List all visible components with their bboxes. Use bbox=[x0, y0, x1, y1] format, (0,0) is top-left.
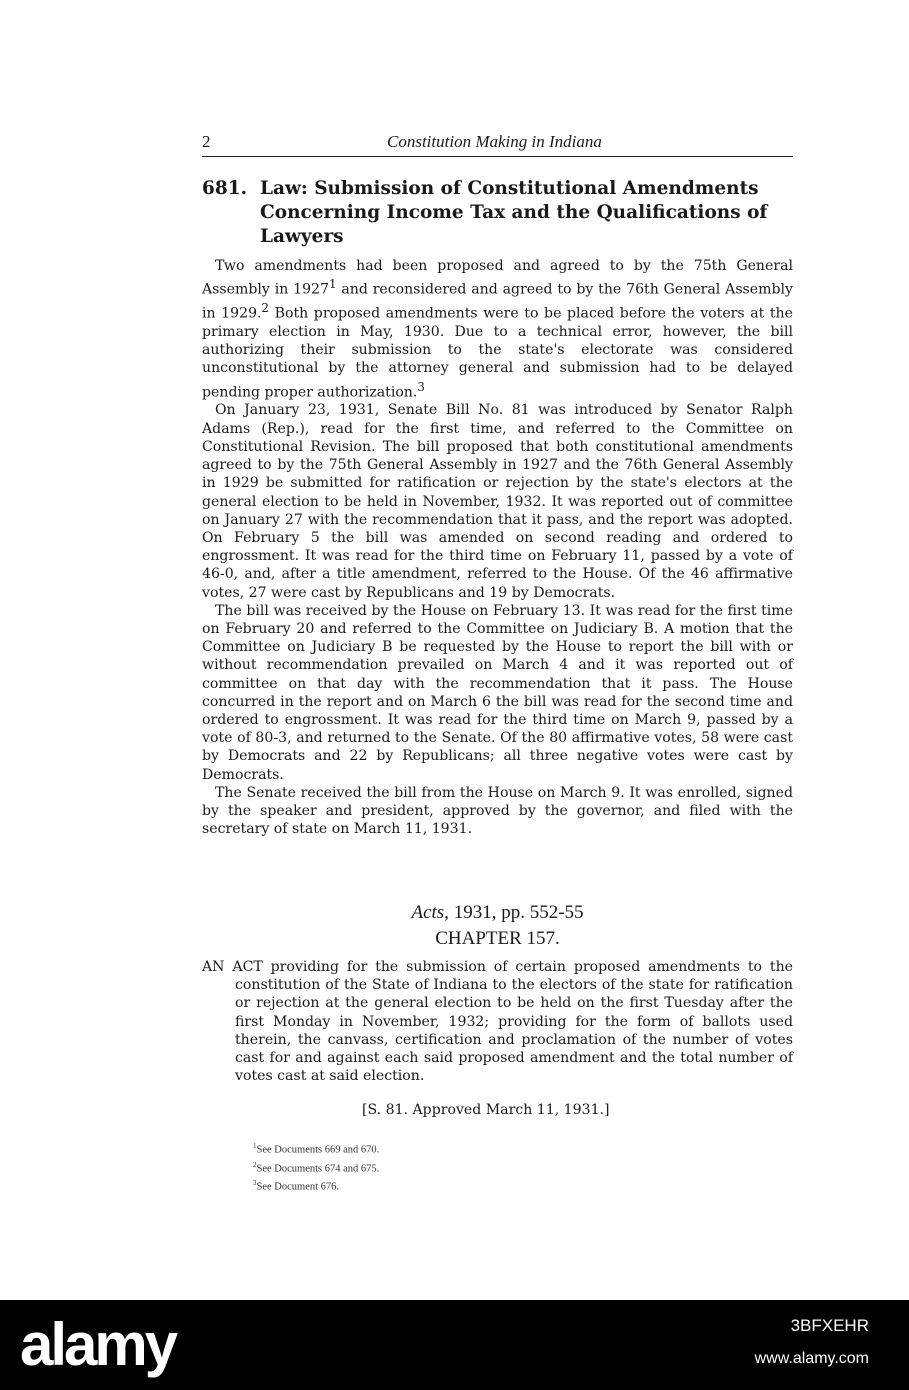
footnote-3-mark: 3 bbox=[253, 1179, 257, 1187]
footnote-1-mark: 1 bbox=[253, 1142, 257, 1150]
chapter-title: CHAPTER 157. bbox=[435, 928, 560, 949]
approval-line: [S. 81. Approved March 11, 1931.] bbox=[362, 1102, 610, 1118]
paragraph-3: The bill was received by the House on February 13. It was read for the first time on February 20 and referred to the Committee on Judiciary B. A motion that the Committee on Judiciary B be requested by the House to report the bill with or without recommendation prevailed on March 4 and it was reported out of committee on that day with the recommendation that it pass. The House concurred in the report and on March 6 the bill was read for the second time and ordered to engrossment. It was read for the third time on March 9, passed by a vote of 80-3, and returned to the Senate. Of the 80 affirmative votes, 58 were cast by Democrats and 22 by Republicans; all three negative votes were cast by Democrats. bbox=[202, 602, 793, 783]
paragraph-1-part-b: and reconsidered and agreed to by the 76th General Assembly in 1929. bbox=[202, 281, 793, 322]
stock-banner bbox=[0, 1300, 909, 1390]
paragraph-2: On January 23, 1931, Senate Bill No. 81 was introduced by Senator Ralph Adams (Rep.), read for the first time, and referred to the Committee on Constitutional Revision. The bill proposed that both constitutional amendments agreed to by the 75th General Assembly in 1927 and the 76th General Assembly in 1929 be submitted for ratification or rejection by the state's electors at the general election to be held in November, 1932. It was reported out of committee on January 27 with the recommendation that it pass, and the report was adopted. On February 5 the bill was amended on second reading and ordered to engrossment. It was read for the third time on February 11, passed by a vote of 46-0, and, after a title amendment, referred to the House. Of the 46 affirmative votes, 27 were cast by Republicans and 19 by Democrats. bbox=[202, 402, 793, 601]
paragraph-1 bbox=[202, 257, 793, 401]
act-description-text: AN ACT providing for the submission of certain proposed amendments to the constitution of the State of Indiana to the electors of the state for ratification or rejection at the general election to be held on the first Tuesday after the first Monday in November, 1932; providing for the form of ballots used therein, the canvass, certification and proclamation of the number of votes cast for and against each said proposed amendment and the total number of votes cast at said election. bbox=[202, 959, 793, 1085]
footnote-ref-3: 3 bbox=[417, 379, 425, 394]
footnotes bbox=[253, 1139, 379, 1195]
acts-title: Acts, bbox=[411, 902, 449, 923]
footnote-ref-2: 2 bbox=[261, 301, 270, 316]
section-title: Law: Submission of Constitutional Amendments Concerning Income Tax and the Qualifications of Lawyers bbox=[260, 178, 768, 247]
footnote-2-text: See Documents 674 and 675. bbox=[256, 1163, 380, 1174]
footnote-ref-1: 1 bbox=[329, 277, 337, 292]
acts-pages: 1931, pp. 552-55 bbox=[448, 902, 584, 923]
section-number: 681. bbox=[202, 178, 248, 199]
paragraph-1-part-a: Two amendments had been proposed and agreed to by the 75th General Assembly in 1927 bbox=[202, 258, 793, 298]
page-number: 2 bbox=[202, 132, 211, 151]
footnote-2-mark: 2 bbox=[253, 1160, 257, 1169]
footnote-3-text: See Document 676. bbox=[256, 1181, 340, 1193]
acts-heading bbox=[202, 900, 793, 952]
footnote-1-text: See Documents 669 and 670. bbox=[256, 1144, 380, 1156]
book-title: Constitution Making in Indiana bbox=[387, 132, 602, 151]
running-head bbox=[202, 132, 793, 157]
footnote-2 bbox=[253, 1158, 379, 1177]
footnote-3 bbox=[253, 1176, 379, 1195]
acts-citation bbox=[202, 900, 793, 926]
paragraph-4: The Senate received the bill from the House on March 9. It was enrolled, signed by the speaker and president, approved by the governor, and filed with the secretary of state on March 11, 1931. bbox=[202, 784, 793, 838]
banner-url: www.alamy.com bbox=[754, 1350, 869, 1367]
act-description bbox=[202, 958, 793, 1085]
body-text bbox=[202, 257, 793, 838]
alamy-logo: alamy bbox=[20, 1311, 176, 1378]
paragraph-1-part-c: Both proposed amendments were to be placed before the voters at the primary election in May, 1930. Due to a technical error, however, the bill authorizing their submission to the state's electorate was considered unconstitutional by the attorney general and submission had to be delayed pending proper authorization. bbox=[202, 305, 793, 401]
image-code: 3BFXEHR bbox=[790, 1316, 869, 1335]
footnote-1 bbox=[253, 1139, 379, 1158]
